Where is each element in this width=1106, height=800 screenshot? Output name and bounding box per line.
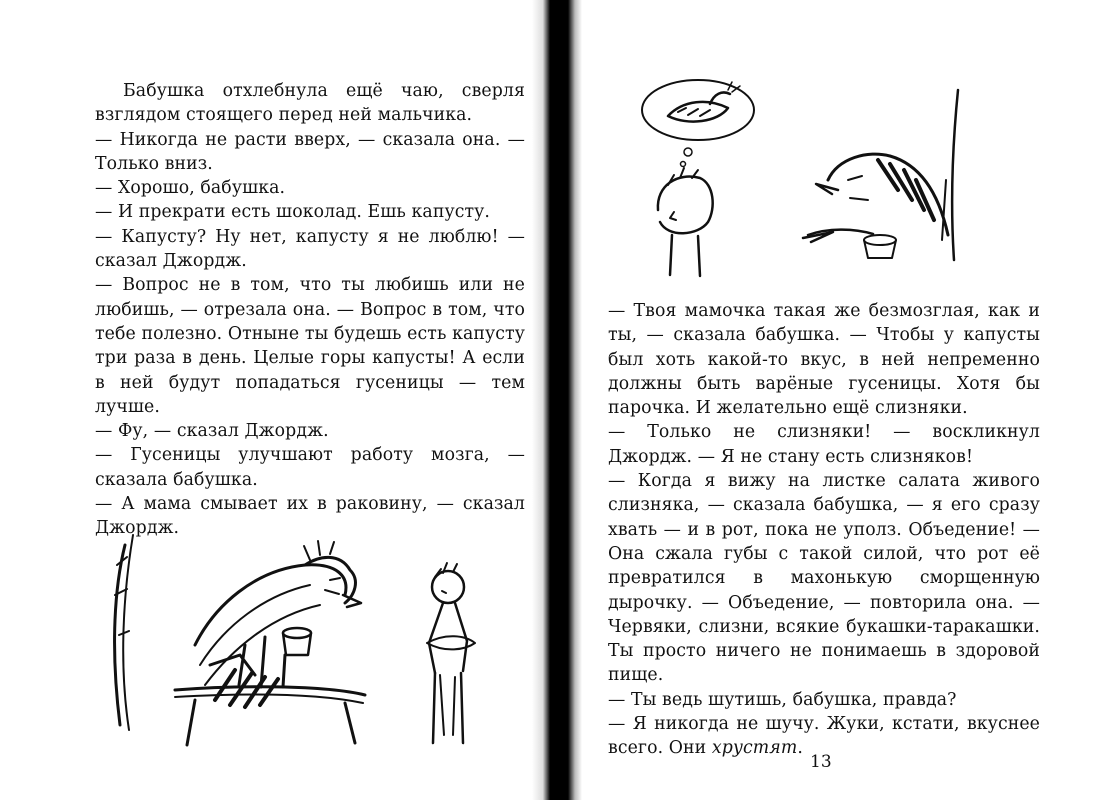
left-page bbox=[0, 0, 550, 800]
paragraph: — А мама смывает их в раковину, — сказал Джордж. bbox=[95, 494, 525, 539]
paragraph: — Фу, — сказал Джордж. bbox=[95, 421, 329, 442]
paragraph-end: . bbox=[797, 738, 803, 759]
paragraph: — Капусту? Ну нет, капусту я не люблю! — сказал Джордж. bbox=[95, 226, 525, 272]
paragraph: Бабушка отхлебнула ещё чаю, сверля взглядом стоящего перед ней мальчика. bbox=[95, 81, 525, 126]
paragraph: — Гусеницы улучшают работу мозга, — сказала бабушка. bbox=[95, 445, 525, 490]
gutter-shadow-right bbox=[568, 0, 582, 800]
paragraph: — Ты ведь шутишь, бабушка, правда? bbox=[608, 689, 957, 710]
paragraph: — Только не слизняки! — воскликнул Джордж. — Я не стану есть слизняков! bbox=[608, 422, 1040, 467]
paragraph: — И прекрати есть шоколад. Ешь капусту. bbox=[95, 202, 491, 223]
italic-word: хрустят bbox=[711, 738, 798, 759]
thought-bubble-illustration bbox=[628, 60, 1048, 280]
right-page-text bbox=[608, 299, 1040, 761]
paragraph: — Когда я вижу на листке салата живого слизняка, — сказала бабушка, — я его сразу хвать — и в рот, пока не уполз. Объедение! — Она сжала губы с такой силой, что рот её превратился в махонькую сморщенную дырочку. — Объедение, — повторила она. — Червяки, слизни, всякие букашки-таракашки. Ты просто ничего не понимаешь в здоровой пище. bbox=[608, 471, 1040, 686]
paragraph: — Никогда не расти вверх, — сказала она. — Только вниз. bbox=[95, 129, 525, 174]
gutter-shadow-left bbox=[532, 0, 550, 800]
left-page-text bbox=[95, 79, 525, 541]
paragraph: — Твоя мамочка такая же безмозглая, как и ты, — сказала бабушка. — Чтобы у капусты был хоть какой-то вкус, в ней непременно должны быть варёные гусеницы. Хотя бы парочка. И желательно ещё слизняки. bbox=[608, 301, 1040, 419]
grandma-and-boy-illustration bbox=[105, 525, 505, 755]
paragraph-text: — Я никогда не шучу. Жуки, кстати, вкуснее всего. Они bbox=[608, 714, 1040, 759]
paragraph: — Вопрос не в том, что ты любишь или не любишь, — отрезала она. — Вопрос в том, что тебе полезно. Отныне ты будешь есть капусту три раза в день. Целые горы капусты! А если в ней будут попадаться гусеницы — тем лучше. bbox=[95, 275, 525, 417]
right-page bbox=[568, 0, 1106, 800]
paragraph: — Хорошо, бабушка. bbox=[95, 178, 286, 199]
page-number: 13 bbox=[810, 752, 832, 772]
